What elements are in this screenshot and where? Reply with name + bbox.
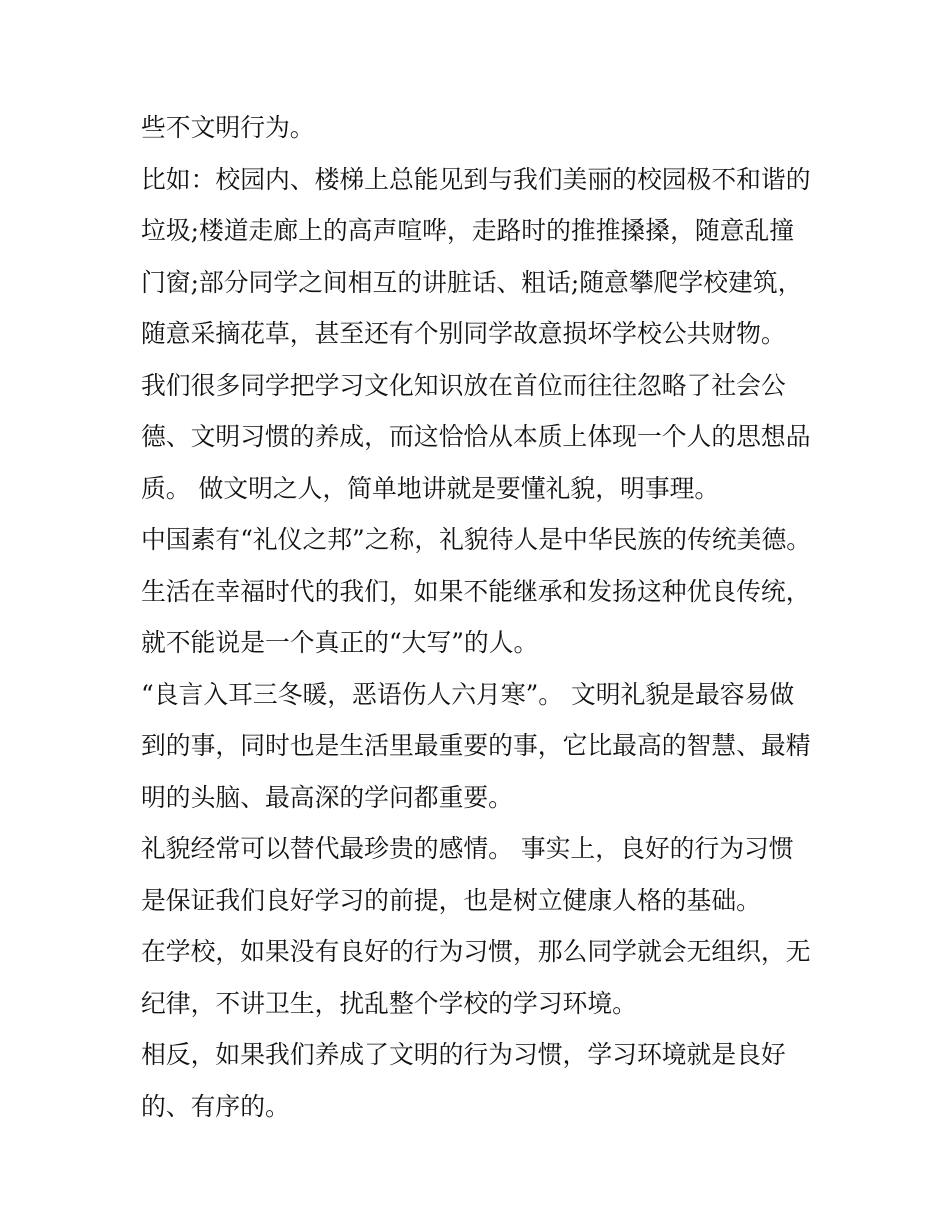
text-line: 德、文明习惯的养成，而这恰恰从本质上体现一个人的思想品 [141, 422, 811, 451]
text-line: 质。 做文明之人，简单地讲就是要懂礼貌，明事理。 [141, 473, 720, 503]
text-line: 到的事，同时也是生活里最重要的事，它比最高的智慧、最精 [141, 731, 811, 760]
text-line: 些不文明行为。 [141, 113, 315, 142]
text-line: 明的头脑、最高深的学问都重要。 [141, 782, 513, 812]
text-line: “良言入耳三冬暖，恶语伤人六月寒”。 文明礼貌是最容易做 [141, 679, 795, 709]
text-line: 纪律，不讲卫生，扰乱整个学校的学习环境。 [141, 988, 637, 1018]
text-line: 门窗;部分同学之间相互的讲脏话、粗话;随意攀爬学校建筑， [141, 267, 803, 297]
text-line: 就不能说是一个真正的“大写”的人。 [141, 628, 539, 657]
text-line: 比如：校园内、楼梯上总能见到与我们美丽的校园极不和谐的 [141, 164, 811, 194]
text-line: 中国素有“礼仪之邦”之称，礼貌待人是中华民族的传统美德。 [141, 525, 812, 554]
text-line: 是保证我们良好学习的前提，也是树立健康人格的基础。 [141, 885, 761, 915]
text-line: 在学校，如果没有良好的行为习惯，那么同学就会无组织，无 [141, 937, 811, 966]
text-line: 生活在幸福时代的我们，如果不能继承和发扬这种优良传统， [141, 576, 811, 606]
text-line: 的、有序的。 [141, 1091, 290, 1121]
text-line: 垃圾;楼道走廊上的高声喧哗，走路时的推推搡搡，随意乱撞 [141, 216, 795, 245]
text-line: 我们很多同学把学习文化知识放在首位而往往忽略了社会公 [141, 370, 786, 400]
text-line: 相反，如果我们养成了文明的行为习惯，学习环境就是良好 [141, 1040, 786, 1069]
text-line: 礼貌经常可以替代最珍贵的感情。 事实上，良好的行为习惯 [141, 834, 794, 863]
text-line: 随意采摘花草，甚至还有个别同学故意损坏学校公共财物。 [141, 319, 786, 348]
